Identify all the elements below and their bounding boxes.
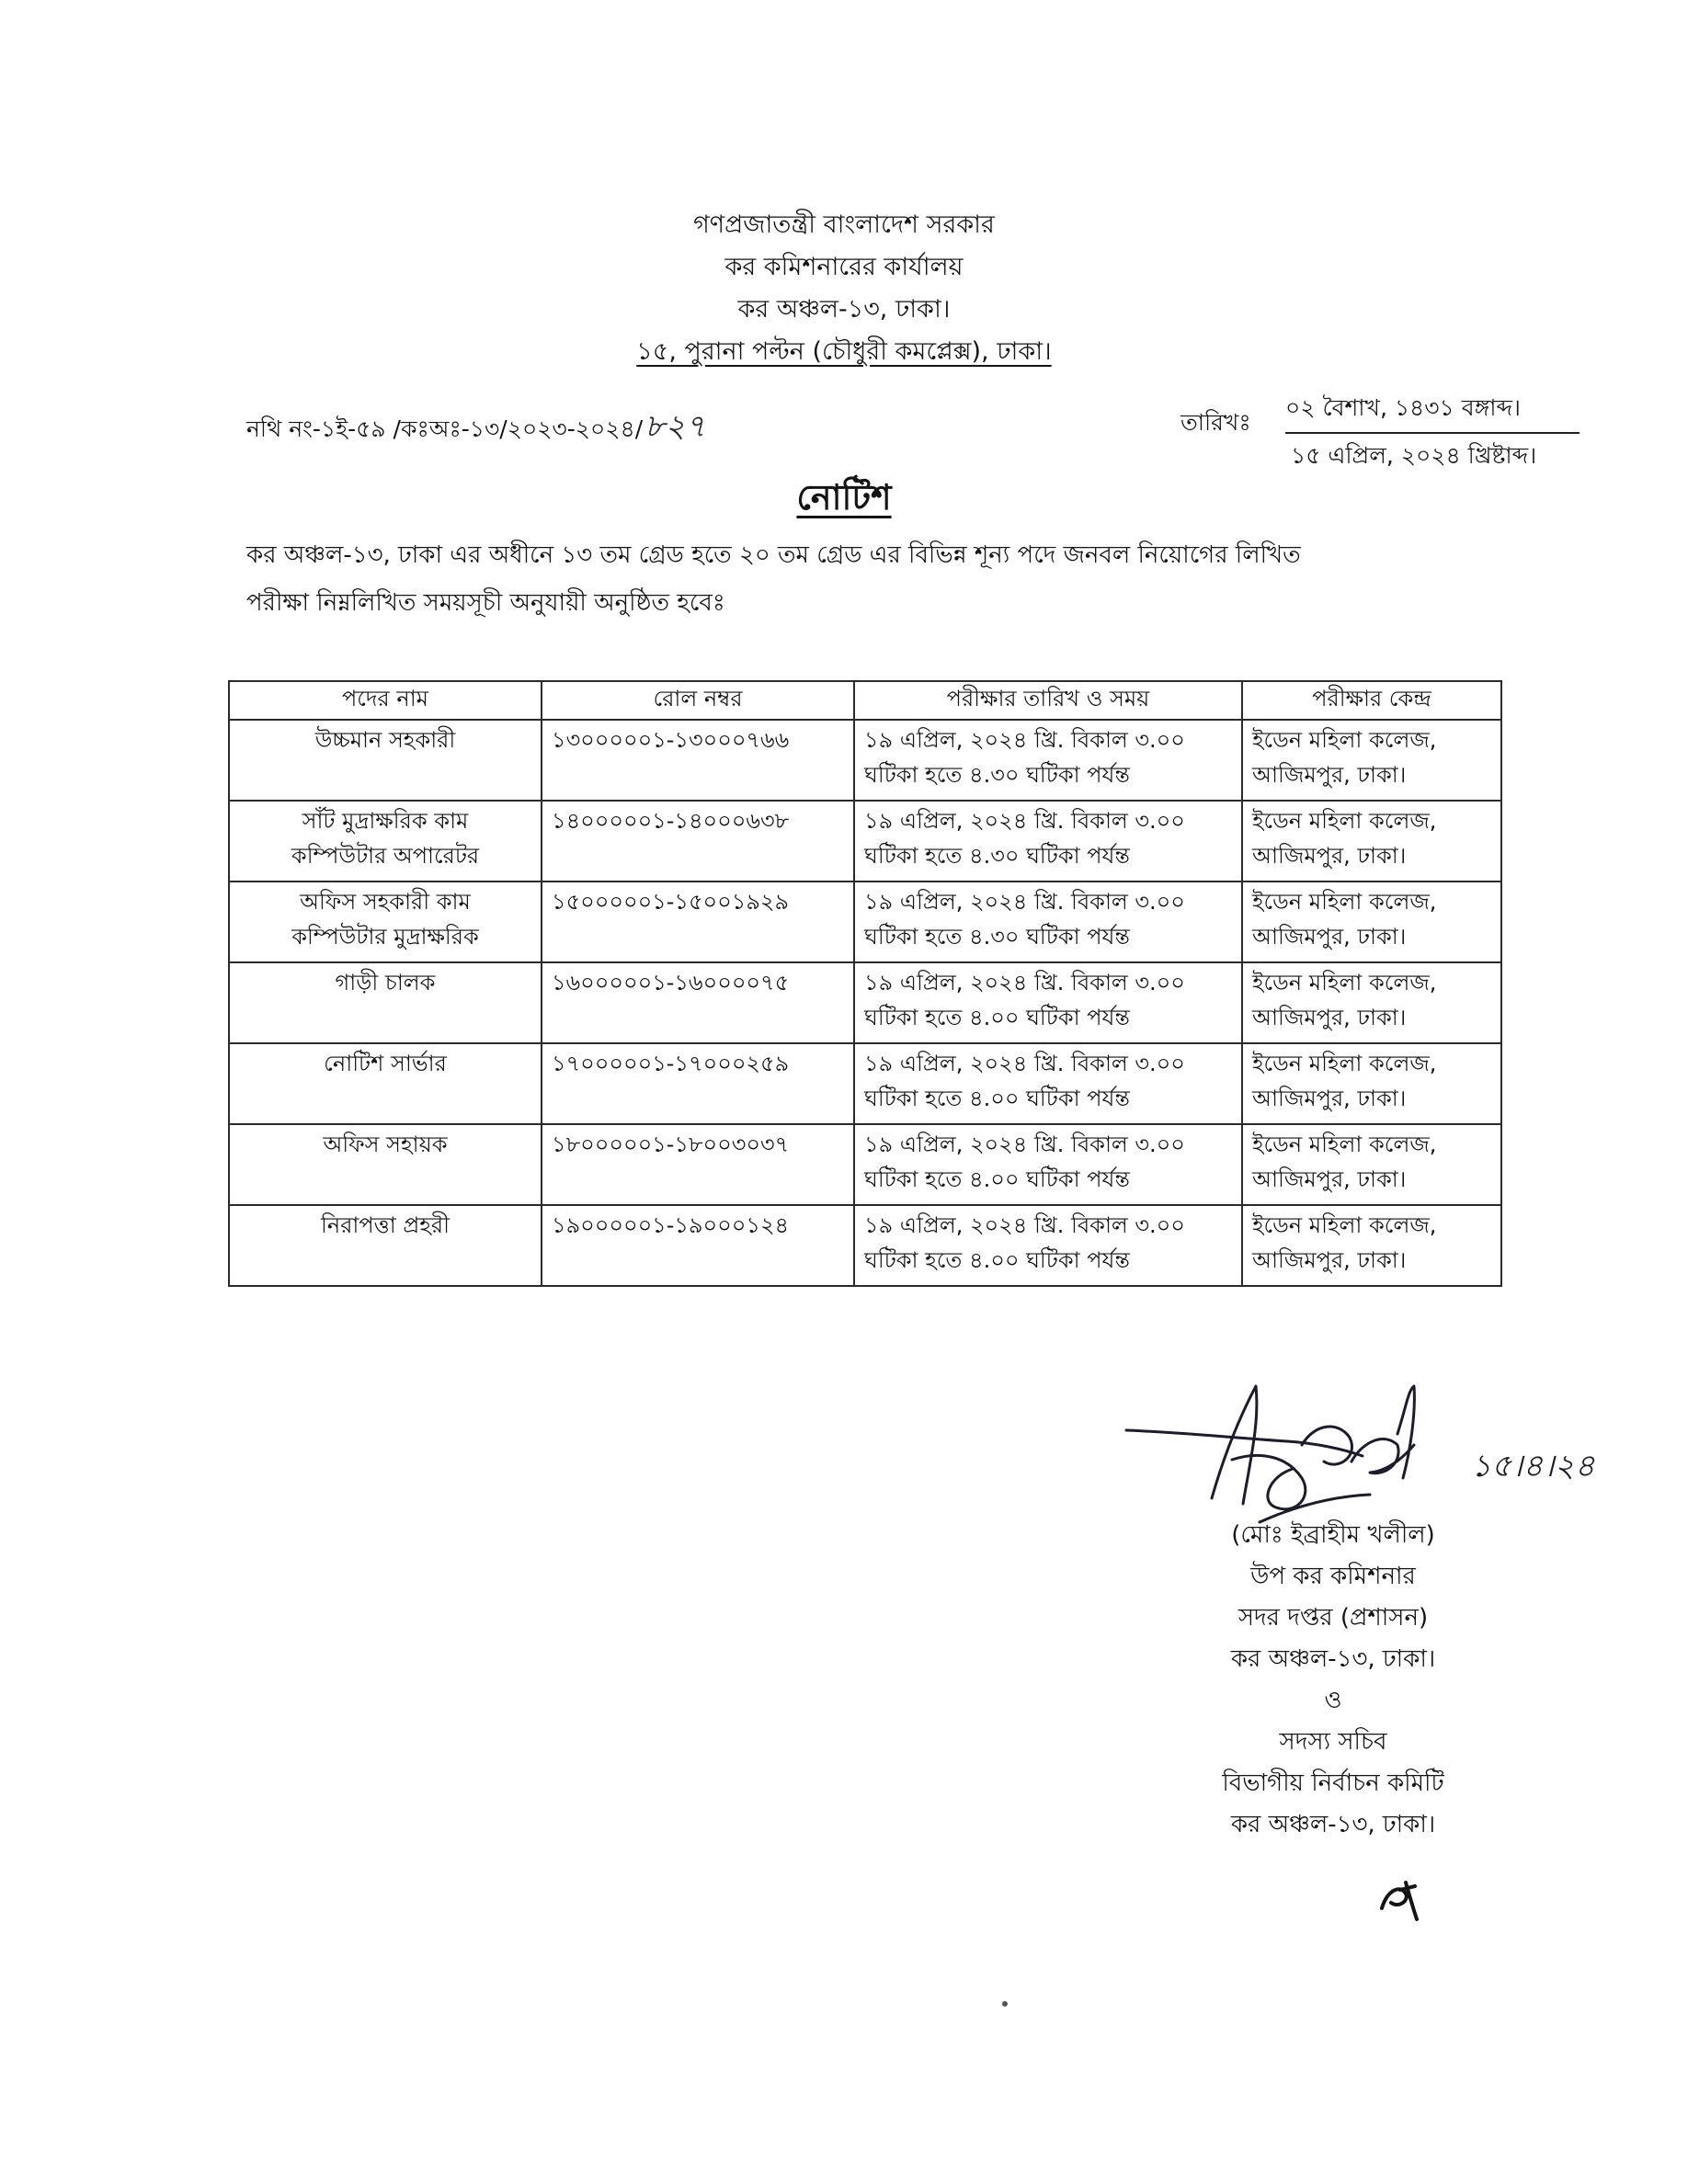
cell-center: ইডেন মহিলা কলেজ, আজিমপুর, ঢাকা। (1242, 1124, 1501, 1205)
cell-time: ১৯ এপ্রিল, ২০২৪ খ্রি. বিকাল ৩.০০ ঘটিকা হতে ৪.০০ ঘটিকা পর্যন্ত (854, 1205, 1242, 1286)
signatory-name: (মোঃ ইব্রাহীম খলীল) (1231, 1521, 1435, 1549)
cell-post: সাঁট মুদ্রাক্ষরিক কাম কম্পিউটার অপারেটর (229, 801, 542, 882)
table-row (229, 962, 1501, 1043)
cell-center: ইডেন মহিলা কলেজ, আজিমপুর, ঢাকা। (1242, 720, 1501, 801)
cell-post: উচ্চমান সহকারী (229, 720, 542, 801)
notice-heading (0, 471, 1688, 529)
table-row (229, 1124, 1501, 1205)
cell-post: গাড়ী চালক (229, 962, 542, 1043)
memo-handwritten-number: ৮২৭ (644, 408, 706, 445)
cell-center: ইডেন মহিলা কলেজ, আজিমপুর, ঢাকা। (1242, 962, 1501, 1043)
header-post: পদের নাম (229, 681, 542, 720)
cell-roll: ১৪০০০০০১-১৪০০০৬৩৮ (542, 801, 854, 882)
scan-speck (1002, 2001, 1008, 2007)
govt-name: গণপ্রজাতন্ত্রী বাংলাদেশ সরকার (693, 210, 995, 239)
date-english: ১৫ এপ্রিল, ২০২৪ খ্রিষ্টাব্দ। (1291, 442, 1537, 469)
tax-zone: কর অঞ্চল-১৩, ঢাকা। (737, 295, 951, 324)
handwritten-initial (1374, 1871, 1430, 1927)
table-row (229, 1043, 1501, 1124)
date-bangla: ০২ বৈশাখ, ১৪৩১ বঙ্গাব্দ। (1285, 386, 1580, 434)
date-label: তারিখঃ (1180, 409, 1251, 436)
signature-date: ১৫।৪।২৪ (1471, 1448, 1595, 1484)
cell-center: ইডেন মহিলা কলেজ, আজিমপুর, ঢাকা। (1242, 1043, 1501, 1124)
signatory-office: কর অঞ্চল-১৩, ঢাকা। (1230, 1645, 1436, 1673)
header-date-time: পরীক্ষার তারিখ ও সময় (854, 681, 1242, 720)
notice-title: নোটিশ (796, 477, 892, 518)
signatory-designation: উপ কর কমিশনার (1250, 1563, 1416, 1590)
signatory-department: সদর দপ্তর (প্রশাসন) (1237, 1604, 1429, 1632)
cell-time: ১৯ এপ্রিল, ২০২৪ খ্রি. বিকাল ৩.০০ ঘটিকা হতে ৪.০০ ঘটিকা পর্যন্ত (854, 962, 1242, 1043)
signatory-role: সদস্য সচিব (1279, 1728, 1387, 1756)
cell-time: ১৯ এপ্রিল, ২০২৪ খ্রি. বিকাল ৩.০০ ঘটিকা হতে ৪.০০ ঘটিকা পর্যন্ত (854, 1043, 1242, 1124)
cell-roll: ১৮০০০০০১-১৮০০৩০৩৭ (542, 1124, 854, 1205)
cell-roll: ১৭০০০০০১-১৭০০০২৫৯ (542, 1043, 854, 1124)
cell-post: নোটিশ সার্ভার (229, 1043, 542, 1124)
cell-center: ইডেন মহিলা কলেজ, আজিমপুর, ঢাকা। (1242, 1205, 1501, 1286)
cell-time: ১৯ এপ্রিল, ২০২৪ খ্রি. বিকাল ৩.০০ ঘটিকা হতে ৪.৩০ ঘটিকা পর্যন্ত (854, 720, 1242, 801)
notice-body (246, 531, 1478, 627)
table-row (229, 801, 1501, 882)
date-block (1285, 386, 1580, 478)
office-address: ১৫, পুরানা পল্টন (চৌধুরী কমপ্লেক্স), ঢাকা। (636, 337, 1052, 366)
signatory-office-2: কর অঞ্চল-১৩, ঢাকা। (1230, 1811, 1436, 1838)
cell-post: নিরাপত্তা প্রহরী (229, 1205, 542, 1286)
exam-schedule-table (228, 680, 1502, 1287)
cell-post: অফিস সহকারী কাম কম্পিউটার মুদ্রাক্ষরিক (229, 882, 542, 962)
cell-center: ইডেন মহিলা কলেজ, আজিমপুর, ঢাকা। (1242, 882, 1501, 962)
memo-number (246, 403, 705, 455)
table-row (229, 882, 1501, 962)
signatory-conjunction: ও (1324, 1687, 1342, 1714)
header-center: পরীক্ষার কেন্দ্র (1242, 681, 1501, 720)
signatory-committee: বিভাগীয় নির্বাচন কমিটি (1222, 1769, 1444, 1797)
notice-body-line-2: পরীক্ষা নিম্নলিখিত সময়সূচী অনুযায়ী অনুষ্ঠিত হবেঃ (246, 589, 725, 617)
cell-post: অফিস সহায়ক (229, 1124, 542, 1205)
cell-center: ইডেন মহিলা কলেজ, আজিমপুর, ঢাকা। (1242, 801, 1501, 882)
cell-time: ১৯ এপ্রিল, ২০২৪ খ্রি. বিকাল ৩.০০ ঘটিকা হতে ৪.৩০ ঘটিকা পর্যন্ত (854, 882, 1242, 962)
notice-body-line-1: কর অঞ্চল-১৩, ঢাকা এর অধীনে ১৩ তম গ্রেড হতে ২০ তম গ্রেড এর বিভিন্ন শূন্য পদে জনবল নিয়োগের লিখিত (246, 541, 1301, 569)
table-row (229, 720, 1501, 801)
signatory-block (1131, 1515, 1535, 1846)
office-name: কর কমিশনারের কার্যালয় (724, 253, 964, 281)
table-row (229, 1205, 1501, 1286)
memo-number-label: নথি নং-১ই-৫৯ /কঃঅঃ-১৩/২০২৩-২০২৪/ (246, 415, 644, 442)
table-header-row (229, 681, 1501, 720)
cell-roll: ১৫০০০০০১-১৫০০১৯২৯ (542, 882, 854, 962)
cell-time: ১৯ এপ্রিল, ২০২৪ খ্রি. বিকাল ৩.০০ ঘটিকা হতে ৪.৩০ ঘটিকা পর্যন্ত (854, 801, 1242, 882)
cell-roll: ১৩০০০০০১-১৩০০০৭৬৬ (542, 720, 854, 801)
cell-time: ১৯ এপ্রিল, ২০২৪ খ্রি. বিকাল ৩.০০ ঘটিকা হতে ৪.০০ ঘটিকা পর্যন্ত (854, 1124, 1242, 1205)
letterhead (0, 204, 1688, 373)
header-roll: রোল নম্বর (542, 681, 854, 720)
cell-roll: ১৯০০০০০১-১৯০০০১২৪ (542, 1205, 854, 1286)
cell-roll: ১৬০০০০০১-১৬০০০০৭৫ (542, 962, 854, 1043)
